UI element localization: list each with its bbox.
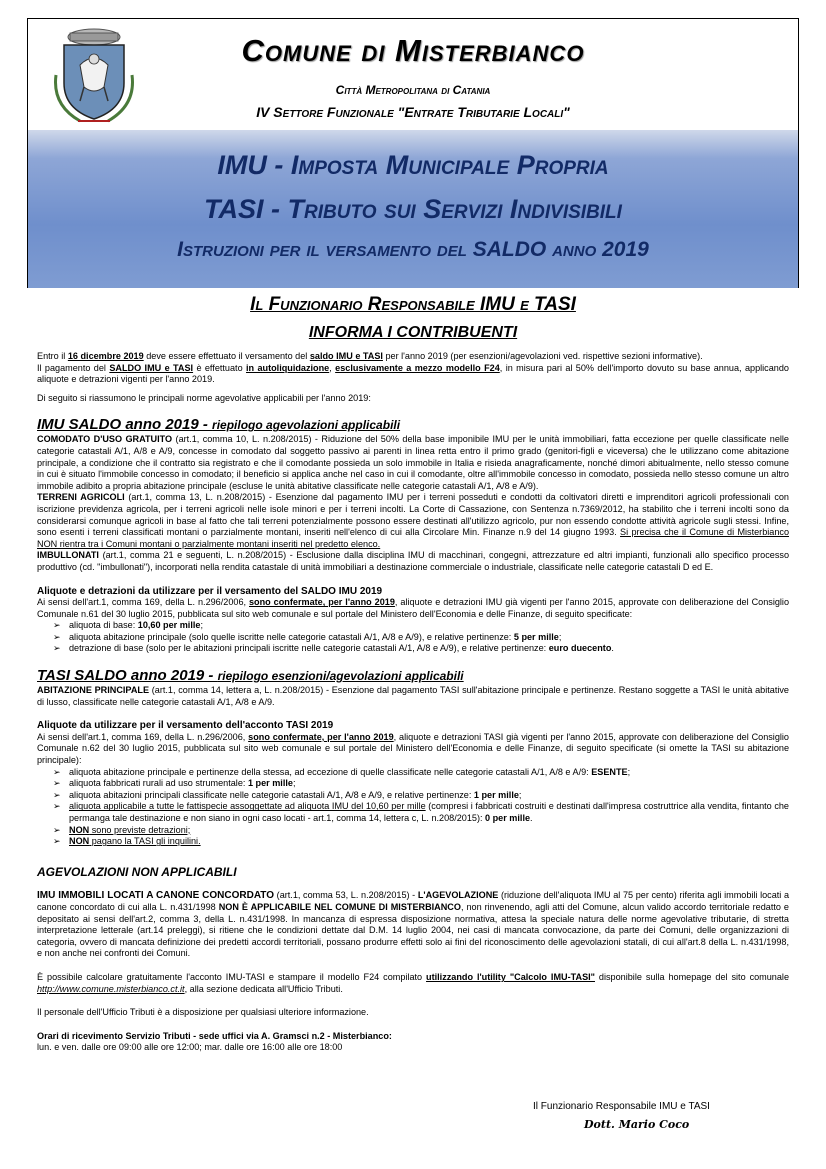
list-item: ➢ NON pagano la TASI gli inquilini. [53,836,789,848]
agevolazioni-heading: AGEVOLAZIONI NON APPLICABILI [37,864,237,879]
tasi-heading: TASI SALDO anno 2019 - riepilogo esenzioni/agevolazioni applicabili [37,667,464,685]
list-item: ➢ aliquota abitazioni principali classificate nelle categorie catastali A/1, A/8 e A/9, e relative pertinenze: 1 per mille; [53,790,789,802]
tasi-aliquote-heading: Aliquote da utilizzare per il versamento dell'acconto TASI 2019 [37,720,334,732]
imu-imbullonati: IMBULLONATI (art.1, comma 21 e seguenti, L. n.208/2015) - Esclusione dalla disciplina IMU di macchinari, congegni, attrezzature ed altri impianti, funzionali allo specifico processo produttivo (cd. "imbullonati"), incorporati nella rendita catastale di unità immobiliari a destinazione commerciale o industriale, classificate nelle categorie catastali D ed E. [37,550,789,572]
comune-title: Comune di Misterbianco [241,33,585,68]
imu-aliquote-text: Ai sensi dell'art.1, comma 169, della L. n.296/2006, sono confermate, per l'anno 2019, aliquote e detrazioni IMU già vigenti per l'anno 2015, approvate con deliberazione del Consiglio Comunale n.61 del 30 luglio 2015, pubblicata sul sito web comunale e sul portale del Ministero dell'Economia e delle Finanze, di seguito specificate: [37,597,790,619]
informa-title: INFORMA I CONTRIBUENTI [308,324,518,341]
calcolo-imu-tasi-link[interactable]: utilizzando l'utility "Calcolo IMU-TASI" [426,971,595,982]
document-body [37,351,789,1054]
imu-aliquote-list [37,620,789,655]
band-line-tasi: TASI - Tributo sui Servizi Indivisibili [204,194,622,224]
city-subtitle: Città Metropolitana di Catania [335,83,491,97]
tasi-abitazione: ABITAZIONE PRINCIPALE (art.1, comma 14, lettera a, L. n.208/2015) - Esenzione dal pagamento TASI sull'abitazione principale e pertinenze. Restano soggette a TASI le unità abitative di lusso, classificate nelle categorie catastali A/1, A/8 e A/9. [37,685,789,707]
intro-paragraph-1: Entro il 16 dicembre 2019 deve essere effettuato il versamento del saldo IMU e TASI per l'anno 2019 (per esenzioni/agevolazioni ved. rispettive sezioni informative). [37,351,703,361]
closing-personale: Il personale dell'Ufficio Tributi è a disposizione per qualsiasi ulteriore informazione. [37,1007,369,1018]
orari-heading: Orari di ricevimento Servizio Tributi - sede uffici via A. Gramsci n.2 - Misterbianco: [37,1030,392,1041]
list-item: ➢ NON sono previste detrazioni; [53,825,789,837]
intro-paragraph-3: Di seguito si riassumono le principali norme agevolative applicabili per l'anno 2019: [37,392,371,403]
band-line-istruzioni: Istruzioni per il versamento del SALDO anno 2019 [177,238,649,261]
list-item: ➢ detrazione di base (solo per le abitazioni principali iscritte nelle categorie catastali A/1, A/8 e A/9), e relative pertinenze: euro duecento. [53,643,789,655]
title-band [28,130,798,288]
sector-subtitle: IV Settore Funzionale "Entrate Tributarie Locali" [256,104,570,120]
imu-comodato: COMODATO D'USO GRATUITO (art.1, comma 10, L. n.208/2015) - Riduzione del 50% della base imponibile IMU per le unità immobiliari, fatta eccezione per quelle classificate nelle categorie catastali A/1, A/8 e A/9, concesse in comodato dal soggetto passivo ai parenti in linea retta entro il primo grado (genitori-figli e viceversa) che le utilizzano come abitazione principale, a condizione che il contratto sia registrato e che il comodante possieda un solo immobile in Italia e risieda anagraficamente, nonché dimori abitualmente, nello stesso comune in cui è situato l'immobile concesso in comodato; il beneficio si applica anche nel caso in cui il comodante, oltre all'immobile concesso in comodato, possieda nello stesso comune un altro immobile adibito a propria abitazione principale (escluse le unità abitative classificate nelle categorie catastali A/1, A/8 e A/9). [37,434,789,491]
closing-calcolo: È possibile calcolare gratuitamente l'acconto IMU-TASI e stampare il modello F24 compilato utilizzando l'utility "Calcolo IMU-TASI" disponibile sulla homepage del sito comunale http://www.comune.misterbianco.ct.it, alla sezione dedicata all'Ufficio Tributi. [37,971,790,994]
orari-text: lun. e ven. dalle ore 09:00 alle ore 12:00; mar. dalle ore 16:00 alle ore 18:00 [37,1042,343,1053]
imu-aliquote-heading: Aliquote e detrazioni da utilizzare per il versamento del SALDO IMU 2019 [37,585,383,597]
tasi-aliquote-text: Ai sensi dell'art.1, comma 169, della L. n.296/2006, sono confermate, per l'anno 2019, aliquote e detrazioni TASI già vigenti per l'anno 2015, approvate con deliberazione del Consiglio Comunale n.62 del 30 luglio 2015, pubblicata sul sito web comunale e sul portale del Ministero dell'Economia e delle Finanze, di seguito specificate (si omette la TASI su abitazione principale): [37,731,789,766]
list-item: ➢ aliquota fabbricati rurali ad uso strumentale: 1 per mille; [53,778,789,790]
list-item: ➢ aliquota abitazione principale e pertinenze della stessa, ad eccezione di quelle classificate nelle categorie catastali A/1, A/8 e A/9: ESENTE; [53,767,789,779]
imu-heading: IMU SALDO anno 2019 - riepilogo agevolazioni applicabili [37,416,401,434]
intro-paragraph-2: Il pagamento del SALDO IMU e TASI è effettuato in autoliquidazione, esclusivamente a mezzo modello F24, in misura pari al 50% dell'importo dovuto su base annua, applicando aliquote e detrazioni vigenti per l'anno 2019. [37,362,789,385]
band-line-imu: IMU - Imposta Municipale Propria [217,150,609,180]
signature-role: Il Funzionario Responsabile IMU e TASI [533,1101,710,1112]
funzionario-title: Il Funzionario Responsabile IMU e TASI [250,294,576,315]
website-link[interactable]: http://www.comune.misterbianco.ct.it [37,983,185,994]
imu-terreni: TERRENI AGRICOLI (art.1, comma 13, L. n.208/2015) - Esenzione dal pagamento IMU per i terreni posseduti e condotti da coltivatori diretti e imprenditori agricoli professionali con iscrizione previdenza agricola, per i terreni agricoli nelle isole minori e per i terreni incolti. La Corte di Cassazione, con Sentenza n.7369/2012, ha stabilito che i terreni incolti sono da considerarsi comunque agricoli in base al fatto che tali terreni potenzialmente possono essere destinati all'utilizzo agricolo, pur non essendo condotte attività agricole sugli stessi. Infine, sono esenti i terreni classificati montani o parzialmente montani, inseriti nell'elenco di cui alla Circolare Min. Finanze n.9 del 14 giugno 1993. Si precisa che il Comune di Misterbianco NON rientra tra i Comuni montani o parzialmente montani inseriti nel predetto elenco. [37,492,789,549]
list-item: ➢ aliquota di base: 10,60 per mille; [53,620,789,632]
header-frame [27,18,799,288]
tasi-aliquote-list [37,767,789,848]
list-item: ➢ aliquota abitazione principale (solo quelle iscritte nelle categorie catastali A/1, A/8 e A/9), e relative pertinenze: 5 per mille; [53,632,789,644]
agevolazioni-text: IMU IMMOBILI LOCATI A CANONE CONCORDATO (art.1, comma 53, L. n.208/2015) - L'AGEVOLAZIONE (riduzione dell'aliquota IMU al 75 per cento) riferita agli immobili locati a canone concordato di cui alla L. n.431/1998 NON È APPLICABILE NEL COMUNE DI MISTERBIANCO, non rinvenendo, agli atti del Comune, alcun valido accordo territoriale redatto e depositato ai sensi dell'art.2, comma 3, della L. n.431/1998. In mancanza di espressa disposizione normativa, attesa la speciale natura delle norme agevolative tributarie, di stretta interpretazione letterale (art.14 preleggi), si ritiene che le condizioni dettate dal D.M. 14 luglio 2004, nei casi di mancata convocazione, da parte dei Comuni, delle organizzazioni di categoria, ovvero di mancata definizione dei predetti accordi territoriali, possano produrre effetti solo ai fini del riconoscimento delle agevolazioni statali, di cui all'art.8 della L. n.431/1998, e non anche nei confronti dei Comuni. [37,890,790,959]
signature-name: Dott. Mario Coco [584,1118,690,1131]
header-top [28,19,798,131]
list-item: ➢ aliquota applicabile a tutte le fattispecie assoggettate ad aliquota IMU del 10,60 per mille (compresi i fabbricati costruiti e destinati dall'impresa costruttrice alla vendita, fintanto che permanga tale destinazione e non siano in ogni caso locati - art.1, comma 14, lettera c, L. n.208/2015): 0 per mille. [53,801,789,824]
